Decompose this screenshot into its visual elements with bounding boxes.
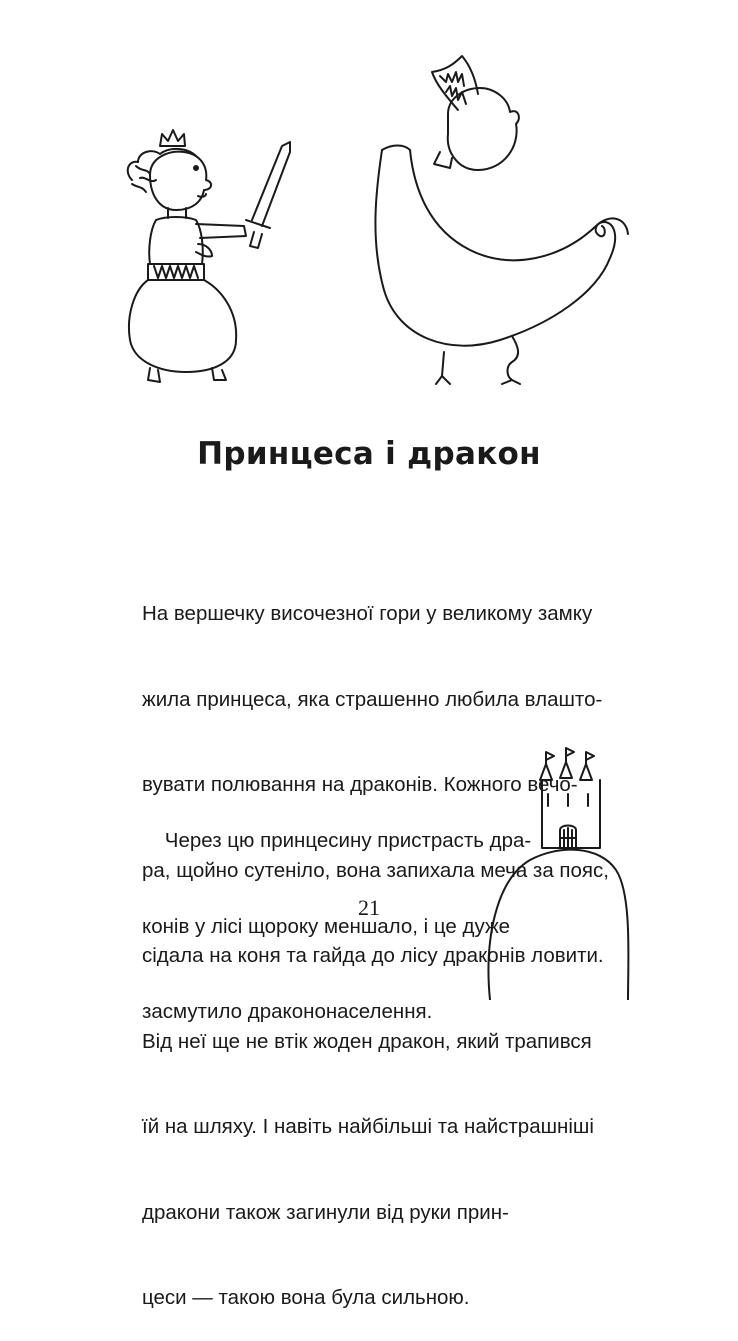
text-line: цеси — такою вона була сильною. xyxy=(142,1286,470,1309)
text-line: дракони також загинули від руки прин- xyxy=(142,1200,509,1224)
text-line: ра, щойно сутеніло, вона запихала меча за пояс, xyxy=(142,858,609,882)
story-title: Принцеса і дракон xyxy=(197,436,541,472)
page-number: 21 xyxy=(358,895,380,920)
text-line: Від неї ще не втік жоден дракон, який трапився xyxy=(142,1029,592,1053)
text-line: жила принцеса, яка страшенно любила влашто- xyxy=(142,687,603,711)
text-line: конів у лісі щороку меншало, і це дуже xyxy=(142,914,511,938)
text-line: засмутило дракононаселення. xyxy=(142,1000,433,1023)
text-line: сідала на коня та гайда до лісу драконів ловити. xyxy=(142,944,604,967)
text-line: вувати полювання на драконів. Кожного вечо- xyxy=(142,773,578,796)
text-line: їй на шляху. І навіть найбільші та найстрашніші xyxy=(142,1115,594,1138)
text-line: Через цю принцесину пристрасть дра- xyxy=(142,829,532,852)
text-line: На вершечку височезної гори у великому замку xyxy=(142,602,593,625)
princess-illustration xyxy=(128,130,290,382)
dragon-illustration xyxy=(375,56,628,384)
